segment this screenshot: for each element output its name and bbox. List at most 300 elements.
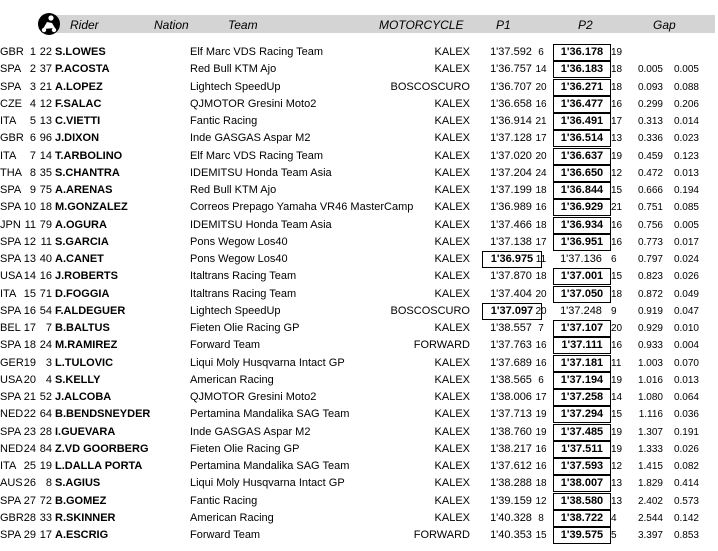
position: 2 (29, 63, 36, 76)
rider-name: C.VIETTI (55, 115, 101, 127)
team-name: Forward Team (190, 529, 261, 541)
team-name: Inde GASGAS Aspar M2 (190, 132, 311, 145)
motorcycle: KALEX (434, 166, 470, 179)
nation: AUS (0, 477, 23, 490)
gap-previous: 0.853 (673, 530, 699, 541)
nation: USA (0, 373, 23, 386)
position: 11 (24, 218, 36, 231)
table-row (0, 424, 718, 441)
table-row (0, 79, 718, 96)
position: 10 (23, 201, 36, 214)
rider-number: 75 (39, 184, 52, 196)
p1-time: 1'37.138 (490, 235, 532, 248)
team-name: Red Bull KTM Ajo (190, 184, 277, 196)
nation: GER (0, 356, 24, 369)
gap-first: 0.299 (637, 98, 663, 110)
gap-first: 0.919 (637, 305, 663, 317)
p2-time: 1'36.650 (553, 165, 611, 182)
team-name: Pons Wegow Los40 (190, 235, 288, 248)
rider-name: S.AGIUS (55, 477, 101, 490)
team-name: Elf Marc VDS Racing Team (190, 149, 324, 162)
rider-name: J.DIXON (55, 132, 100, 145)
nation: SPA (0, 425, 22, 438)
p2-time: 1'37.194 (553, 372, 611, 389)
position: 20 (23, 373, 36, 386)
rider-name: A.LOPEZ (55, 80, 103, 93)
nation: SPA (0, 63, 22, 76)
position: 22 (23, 408, 36, 421)
gap-previous: 0.047 (673, 305, 699, 317)
team-name: QJMOTOR Gresini Moto2 (190, 97, 317, 110)
motorcycle: KALEX (434, 373, 470, 386)
position: 15 (23, 287, 36, 300)
rider-name: L.DALLA PORTA (55, 460, 143, 472)
p2-time: 1'37.258 (553, 389, 611, 406)
p2-time: 1'36.491 (553, 113, 611, 130)
nation: SPA (0, 304, 22, 317)
nation: SPA (0, 184, 22, 196)
table-row (0, 182, 718, 199)
table-row (0, 441, 718, 458)
gap-previous: 0.004 (673, 340, 699, 352)
rider-name: T.ARBOLINO (55, 149, 123, 162)
rider-name: Z.VD GOORBERG (55, 442, 149, 455)
team-name: Liqui Moly Husqvarna Intact GP (190, 356, 345, 369)
nation: GBR (0, 511, 24, 524)
nation: USA (0, 270, 23, 283)
motorcycle: KALEX (434, 132, 470, 145)
table-row (0, 234, 718, 251)
motorcycle: KALEX (434, 63, 470, 76)
p2-lap: 4 (611, 512, 617, 524)
position: 23 (23, 425, 36, 438)
p2-time: 1'36.844 (553, 182, 611, 199)
rider-name: I.GUEVARA (55, 425, 116, 438)
p1-time: 1'36.757 (490, 63, 532, 76)
motorcycle: KALEX (434, 115, 470, 127)
gap-previous: 0.017 (673, 236, 699, 248)
table-row (0, 320, 718, 337)
p2-time: 1'37.485 (553, 424, 611, 441)
table-row (0, 165, 718, 182)
motorcycle: KALEX (434, 442, 470, 455)
motorcycle: KALEX (434, 270, 470, 283)
motorcycle: BOSCOSCURO (390, 304, 470, 317)
rider-name: A.OGURA (55, 218, 107, 231)
rider-number: 21 (39, 80, 52, 93)
rider-number: 11 (40, 235, 52, 248)
rider-number: 84 (39, 442, 52, 455)
gap-first: 0.472 (637, 167, 663, 179)
rider-number: 7 (45, 322, 52, 334)
motorcycle: KALEX (434, 494, 470, 507)
p1-lap: 11 (535, 254, 547, 265)
gap-previous: 0.049 (673, 288, 699, 300)
table-row (0, 303, 718, 320)
p2-time: 1'36.178 (553, 44, 611, 61)
p2-time: 1'37.050 (553, 286, 611, 303)
p1-lap: 20 (535, 81, 547, 93)
position: 16 (23, 304, 36, 317)
p1-lap: 18 (535, 219, 547, 231)
gap-first: 1.307 (637, 426, 663, 438)
rider-number: 8 (45, 477, 52, 490)
rider-name: M.GONZALEZ (55, 201, 128, 214)
gap-first: 1.016 (637, 374, 663, 386)
nation: GBR (0, 132, 24, 145)
rider-name: P.ACOSTA (55, 63, 110, 76)
motorcycle-rider-icon (38, 12, 60, 36)
position: 18 (23, 339, 36, 352)
rider-name: S.LOWES (55, 46, 106, 58)
p1-lap: 18 (535, 271, 547, 283)
rider-number: 14 (39, 149, 52, 162)
p2-lap: 16 (611, 219, 623, 231)
rider-number: 3 (45, 356, 52, 369)
team-name: Pertamina Mandalika SAG Team (190, 460, 350, 472)
p2-time: 1'36.183 (553, 61, 611, 78)
team-name: Fieten Olie Racing GP (190, 442, 300, 455)
team-name: IDEMITSU Honda Team Asia (190, 218, 332, 231)
p1-time: 1'37.870 (490, 270, 532, 283)
header-gap: Gap (653, 18, 676, 32)
rider-number: 19 (39, 460, 52, 472)
gap-previous: 0.082 (673, 461, 699, 472)
nation: SPA (0, 253, 22, 265)
motorcycle: KALEX (434, 408, 470, 421)
gap-first: 1.116 (638, 409, 663, 421)
position: 4 (29, 97, 36, 110)
nation: JPN (0, 218, 21, 231)
p1-lap: 6 (538, 47, 544, 58)
rider-name: J.ALCOBA (55, 391, 112, 403)
p2-time: 1'36.637 (553, 148, 611, 165)
team-name: Red Bull KTM Ajo (190, 63, 277, 76)
gap-first: 2.544 (637, 512, 663, 524)
p1-lap: 19 (535, 426, 547, 438)
nation: ITA (0, 460, 17, 472)
rider-name: S.GARCIA (55, 235, 109, 248)
p1-time: 1'38.288 (490, 477, 532, 490)
header-nation: Nation (154, 18, 189, 32)
p1-time: 1'36.658 (490, 97, 532, 110)
table-row (0, 130, 718, 147)
p1-time: 1'36.914 (490, 115, 532, 127)
p2-lap: 15 (611, 271, 623, 283)
p2-lap: 16 (611, 236, 623, 248)
p2-time: 1'37.001 (553, 268, 611, 285)
rider-name: B.BENDSNEYDER (55, 408, 151, 421)
p2-lap: 12 (611, 167, 623, 179)
gap-first: 0.666 (637, 185, 663, 196)
motorcycle: BOSCOSCURO (390, 80, 470, 93)
rider-name: D.FOGGIA (55, 287, 110, 300)
position: 27 (23, 494, 36, 507)
p2-lap: 13 (611, 133, 623, 145)
p2-lap: 16 (611, 98, 623, 110)
team-name: QJMOTOR Gresini Moto2 (190, 391, 317, 403)
p2-lap: 19 (611, 426, 623, 438)
p1-time: 1'38.217 (490, 442, 532, 455)
team-name: American Racing (190, 511, 274, 524)
motorcycle: KALEX (434, 391, 470, 403)
p1-time: 1'36.707 (490, 80, 532, 93)
p2-lap: 19 (611, 443, 623, 455)
team-name: Italtrans Racing Team (190, 270, 297, 283)
rider-name: A.ARENAS (55, 184, 113, 196)
rider-number: 24 (39, 339, 52, 352)
table-row (0, 527, 718, 544)
table-row (0, 217, 718, 234)
rider-name: A.CANET (55, 253, 104, 265)
team-name: Forward Team (190, 339, 261, 352)
rider-number: 79 (39, 218, 52, 231)
team-name: Liqui Moly Husqvarna Intact GP (190, 477, 345, 490)
p1-lap: 16 (535, 357, 547, 369)
p1-time: 1'37.592 (490, 46, 532, 58)
nation: SPA (0, 391, 22, 403)
p1-time: 1'37.713 (490, 408, 532, 421)
p2-time: 1'38.722 (553, 510, 611, 527)
p2-lap: 15 (611, 185, 623, 196)
motorcycle: KALEX (434, 477, 470, 490)
table-row (0, 113, 718, 130)
header-p1: P1 (496, 18, 511, 32)
p1-lap: 17 (535, 392, 547, 403)
team-name: Pons Wegow Los40 (190, 253, 288, 265)
position: 7 (29, 149, 36, 162)
p2-lap: 17 (611, 116, 623, 127)
rider-name: S.KELLY (55, 373, 101, 386)
position: 1 (29, 46, 36, 58)
rider-name: A.ESCRIG (55, 529, 109, 541)
p2-time: 1'38.007 (553, 475, 611, 492)
p2-lap: 14 (611, 392, 623, 403)
motorcycle: KALEX (434, 218, 470, 231)
position: 14 (23, 270, 36, 283)
p2-time: 1'37.136 (560, 253, 602, 265)
rider-name: F.ALDEGUER (55, 304, 126, 317)
header-p2: P2 (578, 18, 593, 32)
p1-lap: 20 (535, 288, 547, 300)
p1-lap: 6 (538, 374, 544, 386)
p2-time: 1'37.593 (553, 458, 611, 475)
p1-time: 1'38.760 (490, 425, 532, 438)
p2-time: 1'36.477 (553, 96, 611, 113)
p1-lap: 24 (535, 167, 547, 179)
p1-time: 1'37.763 (490, 339, 532, 352)
team-name: Elf Marc VDS Racing Team (190, 46, 324, 58)
position: 28 (23, 511, 36, 524)
p2-lap: 13 (611, 478, 623, 490)
p1-lap: 19 (535, 409, 547, 421)
team-name: American Racing (190, 373, 274, 386)
motorcycle: KALEX (434, 460, 470, 472)
rider-number: 71 (39, 287, 52, 300)
p2-time: 1'37.294 (553, 406, 611, 423)
table-row (0, 96, 718, 113)
team-name: Fantic Racing (190, 115, 258, 127)
p2-lap: 5 (611, 530, 617, 541)
p2-lap: 18 (611, 81, 623, 93)
p1-lap: 20 (535, 305, 547, 317)
p2-time: 1'36.934 (553, 217, 611, 234)
motorcycle: KALEX (434, 253, 470, 265)
gap-previous: 0.026 (673, 443, 699, 455)
position: 3 (29, 80, 36, 93)
nation: BEL (0, 322, 21, 334)
gap-first: 0.773 (637, 236, 663, 248)
rider-number: 17 (39, 529, 52, 541)
motorcycle: KALEX (434, 356, 470, 369)
gap-previous: 0.024 (673, 254, 699, 265)
team-name: Pertamina Mandalika SAG Team (190, 408, 350, 421)
p1-lap: 14 (535, 64, 547, 76)
table-row (0, 337, 718, 354)
table-row (0, 61, 718, 78)
p1-lap: 16 (535, 98, 547, 110)
p2-lap: 16 (611, 340, 623, 352)
nation: SPA (0, 494, 22, 507)
p1-lap: 16 (535, 461, 547, 472)
p2-lap: 18 (611, 64, 623, 76)
p1-time: 1'36.989 (490, 201, 532, 214)
p1-lap: 16 (535, 202, 547, 214)
nation: CZE (0, 97, 22, 110)
p1-time: 1'37.097 (482, 303, 542, 320)
p2-lap: 12 (611, 461, 623, 472)
p1-time: 1'37.020 (490, 149, 532, 162)
p2-lap: 19 (611, 150, 623, 162)
gap-first: 0.751 (637, 202, 663, 214)
p2-lap: 15 (611, 409, 623, 421)
p1-time: 1'37.404 (490, 287, 532, 300)
rider-name: B.GOMEZ (55, 494, 107, 507)
p1-lap: 16 (535, 340, 547, 352)
p2-lap: 18 (611, 288, 623, 300)
rider-name: S.CHANTRA (55, 166, 120, 179)
motorcycle: FORWARD (413, 529, 470, 541)
nation: NED (0, 442, 24, 455)
gap-first: 0.823 (637, 271, 663, 283)
rider-number: 96 (39, 132, 52, 145)
nation: GBR (0, 46, 24, 58)
header-team: Team (228, 18, 258, 32)
gap-first: 1.333 (637, 443, 663, 455)
table-row (0, 475, 718, 492)
p1-lap: 15 (535, 530, 547, 541)
gap-previous: 0.085 (673, 202, 699, 214)
gap-first: 0.313 (637, 116, 663, 127)
team-name: Lightech SpeedUp (190, 80, 281, 93)
rider-number: 35 (39, 166, 52, 179)
table-row (0, 251, 718, 268)
gap-previous: 0.026 (673, 271, 699, 283)
team-name: Correos Prepago Yamaha VR46 MasterCamp (190, 201, 414, 214)
p1-time: 1'38.557 (490, 322, 532, 334)
gap-previous: 0.013 (673, 374, 699, 386)
table-row (0, 268, 718, 285)
p2-time: 1'36.514 (553, 130, 611, 147)
position: 24 (23, 442, 36, 455)
gap-previous: 0.013 (673, 167, 699, 179)
gap-previous: 0.036 (673, 409, 699, 421)
gap-first: 0.005 (637, 64, 663, 76)
table-row (0, 510, 718, 527)
rider-number: 64 (39, 408, 52, 421)
gap-previous: 0.191 (673, 426, 699, 438)
motorcycle: KALEX (434, 511, 470, 524)
p1-time: 1'39.159 (490, 494, 532, 507)
header-rider: Rider (70, 18, 99, 32)
table-row (0, 389, 718, 406)
gap-previous: 0.023 (673, 133, 699, 145)
nation: ITA (0, 287, 17, 300)
p1-time: 1'37.128 (490, 132, 532, 145)
rider-number: 4 (45, 373, 52, 386)
rider-name: M.RAMIREZ (55, 339, 118, 352)
rider-name: J.ROBERTS (55, 270, 118, 283)
nation: SPA (0, 201, 22, 214)
nation: SPA (0, 529, 22, 541)
p2-time: 1'38.580 (553, 493, 611, 510)
gap-first: 0.756 (637, 219, 663, 231)
position: 25 (23, 460, 36, 472)
p2-lap: 6 (611, 254, 617, 265)
gap-first: 0.872 (637, 288, 663, 300)
table-row (0, 286, 718, 303)
p1-lap: 18 (535, 185, 547, 196)
motorcycle: KALEX (434, 425, 470, 438)
p2-time: 1'37.181 (553, 355, 611, 372)
table-header (0, 12, 718, 38)
p2-lap: 19 (611, 47, 623, 58)
position: 29 (23, 529, 36, 541)
table-row (0, 44, 718, 61)
position: 17 (23, 322, 36, 334)
p2-lap: 9 (611, 305, 617, 317)
p1-lap: 17 (535, 236, 547, 248)
p2-time: 1'39.575 (553, 527, 611, 544)
rider-number: 40 (39, 253, 52, 265)
table-row (0, 199, 718, 216)
rider-number: 33 (39, 511, 52, 524)
position: 5 (29, 115, 36, 127)
gap-previous: 0.088 (673, 81, 699, 93)
position: 19 (23, 356, 36, 369)
gap-first: 1.080 (637, 392, 663, 403)
gap-previous: 0.014 (673, 116, 699, 127)
nation: SPA (0, 235, 22, 248)
p1-time: 1'37.199 (490, 184, 532, 196)
position: 6 (29, 132, 36, 145)
gap-previous: 0.064 (673, 392, 699, 403)
motorcycle: KALEX (434, 97, 470, 110)
motorcycle: KALEX (434, 201, 470, 214)
nation: ITA (0, 115, 17, 127)
gap-previous: 0.005 (673, 64, 699, 76)
gap-previous: 0.142 (673, 512, 699, 524)
gap-first: 0.933 (637, 340, 663, 352)
motorcycle: KALEX (434, 287, 470, 300)
team-name: Inde GASGAS Aspar M2 (190, 425, 311, 438)
rider-name: L.TULOVIC (55, 356, 114, 369)
p1-time: 1'40.353 (490, 529, 532, 541)
gap-previous: 0.070 (673, 357, 699, 369)
p1-time: 1'37.612 (490, 460, 532, 472)
rider-number: 13 (39, 115, 52, 127)
nation: THA (0, 166, 22, 179)
